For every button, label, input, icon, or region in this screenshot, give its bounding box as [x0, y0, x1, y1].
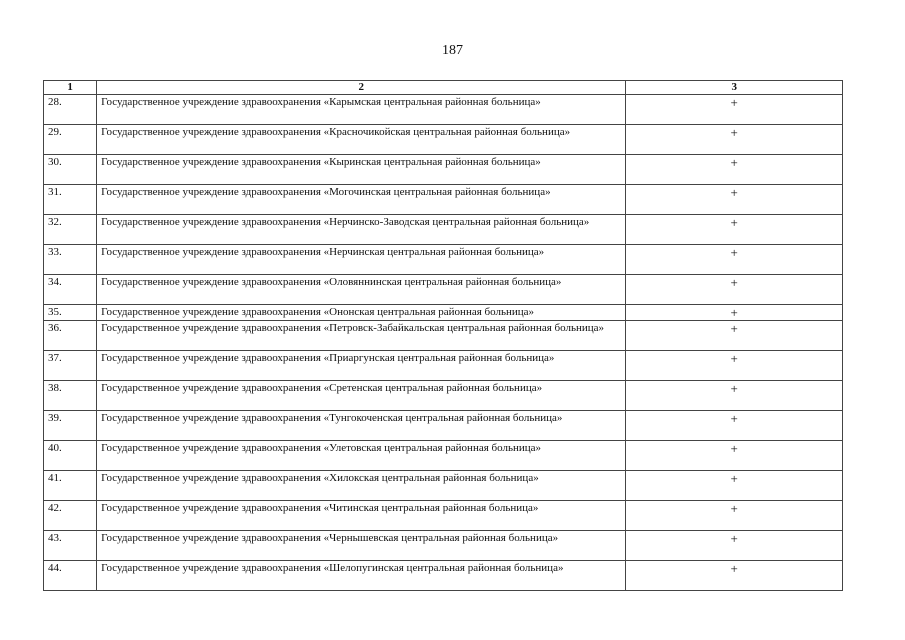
table-row — [44, 155, 843, 185]
plus-mark: + — [626, 531, 843, 561]
row-number: 33. — [44, 245, 97, 275]
row-number: 41. — [44, 471, 97, 501]
table-header-row — [44, 81, 843, 95]
institution-name: Государственное учреждение здравоохранения «Ононская центральная районная больница» — [97, 305, 626, 321]
institution-name: Государственное учреждение здравоохранения «Хилокская центральная районная больница» — [97, 471, 626, 501]
row-number: 39. — [44, 411, 97, 441]
institution-name: Государственное учреждение здравоохранения «Шелопугинская центральная районная больница» — [97, 561, 626, 591]
row-number: 36. — [44, 321, 97, 351]
table-row — [44, 95, 843, 125]
institution-name: Государственное учреждение здравоохранения «Красночикойская центральная районная больница» — [97, 125, 626, 155]
institution-name: Государственное учреждение здравоохранения «Оловяннинская центральная районная больница» — [97, 275, 626, 305]
table-row — [44, 215, 843, 245]
table-row — [44, 125, 843, 155]
row-number: 34. — [44, 275, 97, 305]
plus-mark: + — [626, 561, 843, 591]
row-number: 29. — [44, 125, 97, 155]
institution-name: Государственное учреждение здравоохранения «Кыринская центральная районная больница» — [97, 155, 626, 185]
page-number: 187 — [442, 43, 463, 58]
institution-name: Государственное учреждение здравоохранения «Карымская центральная районная больница» — [97, 95, 626, 125]
table-row — [44, 501, 843, 531]
plus-mark: + — [626, 381, 843, 411]
table-row — [44, 275, 843, 305]
row-number: 44. — [44, 561, 97, 591]
column-header-1: 1 — [44, 81, 97, 95]
table-row — [44, 441, 843, 471]
institution-name: Государственное учреждение здравоохранения «Петровск-Забайкальская центральная районная больница» — [97, 321, 626, 351]
institution-name: Государственное учреждение здравоохранения «Тунгокоченская центральная районная больница» — [97, 411, 626, 441]
plus-mark: + — [626, 155, 843, 185]
table-row — [44, 381, 843, 411]
column-header-2: 2 — [97, 81, 626, 95]
plus-mark: + — [626, 411, 843, 441]
institution-name: Государственное учреждение здравоохранения «Улетовская центральная районная больница» — [97, 441, 626, 471]
column-header-3: 3 — [626, 81, 843, 95]
table-row — [44, 531, 843, 561]
table-row — [44, 245, 843, 275]
institution-name: Государственное учреждение здравоохранения «Сретенская центральная районная больница» — [97, 381, 626, 411]
plus-mark: + — [626, 245, 843, 275]
plus-mark: + — [626, 95, 843, 125]
row-number: 31. — [44, 185, 97, 215]
table-row — [44, 321, 843, 351]
row-number: 43. — [44, 531, 97, 561]
table-row — [44, 305, 843, 321]
institution-name: Государственное учреждение здравоохранения «Нерчинско-Заводская центральная районная больница» — [97, 215, 626, 245]
plus-mark: + — [626, 471, 843, 501]
plus-mark: + — [626, 501, 843, 531]
plus-mark: + — [626, 125, 843, 155]
plus-mark: + — [626, 321, 843, 351]
table-row — [44, 411, 843, 441]
table-row — [44, 185, 843, 215]
institution-name: Государственное учреждение здравоохранения «Чернышевская центральная районная больница» — [97, 531, 626, 561]
institution-name: Государственное учреждение здравоохранения «Нерчинская центральная районная больница» — [97, 245, 626, 275]
row-number: 30. — [44, 155, 97, 185]
row-number: 32. — [44, 215, 97, 245]
row-number: 38. — [44, 381, 97, 411]
institution-name: Государственное учреждение здравоохранения «Читинская центральная районная больница» — [97, 501, 626, 531]
table-row — [44, 561, 843, 591]
row-number: 28. — [44, 95, 97, 125]
row-number: 35. — [44, 305, 97, 321]
plus-mark: + — [626, 275, 843, 305]
plus-mark: + — [626, 441, 843, 471]
table-row — [44, 351, 843, 381]
plus-mark: + — [626, 351, 843, 381]
institution-name: Государственное учреждение здравоохранения «Могочинская центральная районная больница» — [97, 185, 626, 215]
row-number: 40. — [44, 441, 97, 471]
plus-mark: + — [626, 215, 843, 245]
institutions-table — [43, 80, 843, 591]
plus-mark: + — [626, 305, 843, 321]
institution-name: Государственное учреждение здравоохранения «Приаргунская центральная районная больница» — [97, 351, 626, 381]
row-number: 37. — [44, 351, 97, 381]
plus-mark: + — [626, 185, 843, 215]
table-row — [44, 471, 843, 501]
table-body — [44, 95, 843, 591]
row-number: 42. — [44, 501, 97, 531]
